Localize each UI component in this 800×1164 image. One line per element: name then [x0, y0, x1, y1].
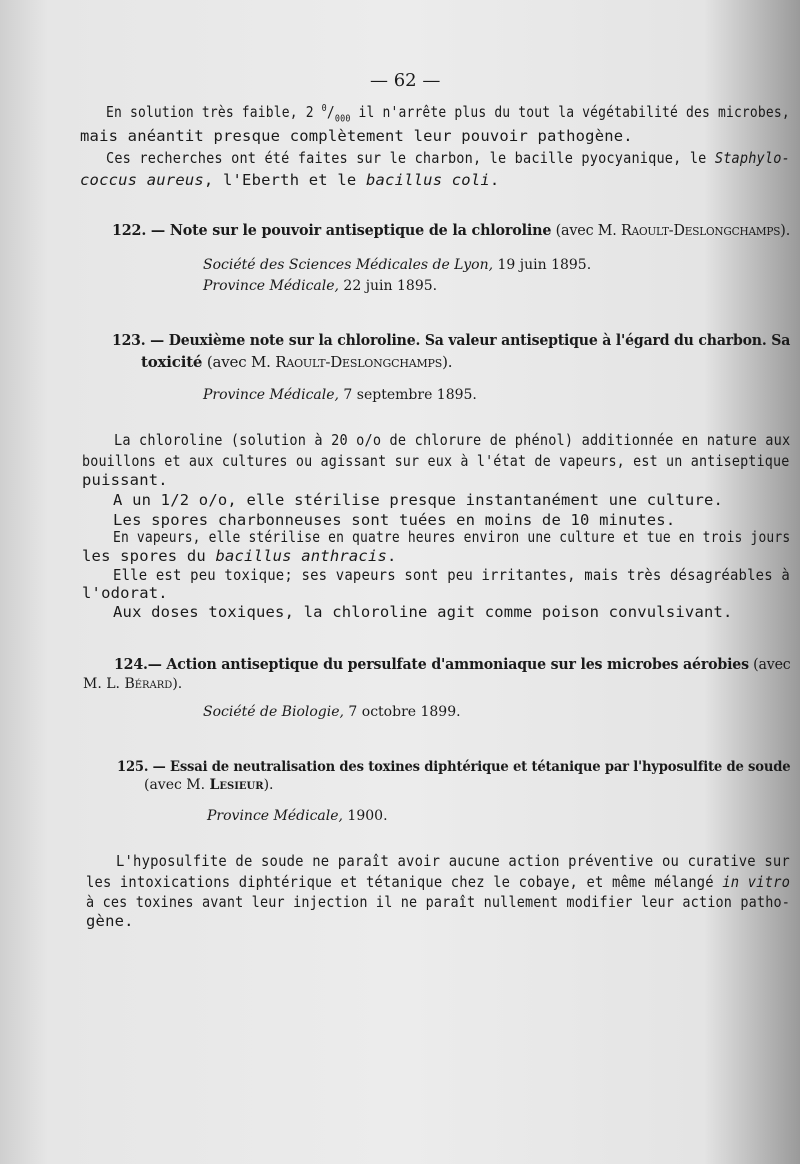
entry-125-heading-line-1: 125. — Essai de neutralisation des toxines diphtérique et tétanique par l'hyposulfite de soude [117, 759, 791, 775]
entry-123-text-4: A un 1/2 o/o, elle stérilise presque instantanément une culture. [113, 491, 724, 509]
intro-line-3: Ces recherches ont été faites sur le charbon, le bacille pyocyanique, le Staphylo- [106, 149, 790, 167]
page-number: — 62 — [370, 70, 441, 91]
entry-123-text-7: les spores du bacillus anthracis. [82, 547, 397, 565]
entry-125-text-4: gène. [86, 912, 134, 930]
intro-line-4: coccus aureus, l'Eberth et le bacillus coli. [80, 171, 500, 189]
entry-123-text-3: puissant. [82, 471, 168, 489]
entry-123-reference: Province Médicale, 7 septembre 1895. [203, 387, 477, 403]
entry-123-text-2: bouillons et aux cultures ou agissant sur eux à l'état de vapeurs, est un antiseptique [82, 452, 790, 470]
entry-123-text-5: Les spores charbonneuses sont tuées en moins de 10 minutes. [113, 511, 676, 529]
entry-125-text-3: à ces toxines avant leur injection il ne paraît nullement modifier leur action patho- [86, 893, 791, 911]
entry-125-heading-line-2: (avec M. Lesieur). [144, 777, 274, 793]
entry-124-heading-line-1: 124.— Action antiseptique du persulfate d'ammoniaque sur les microbes aérobies (avec [114, 656, 791, 673]
entry-125-reference: Province Médicale, 1900. [207, 808, 388, 824]
entry-123-text-9: l'odorat. [82, 584, 168, 602]
entry-123-text-8: Elle est peu toxique; ses vapeurs sont peu irritantes, mais très désagréables à [113, 566, 790, 584]
entry-122-reference-1: Société des Sciences Médicales de Lyon, 19 juin 1895. [203, 257, 592, 273]
entry-125-text-1: L'hyposulfite de soude ne paraît avoir aucune action préventive ou curative sur [116, 852, 790, 870]
entry-123-text-1: La chloroline (solution à 20 o/o de chlorure de phénol) additionnée en nature aux [114, 431, 791, 449]
entry-123-text-6: En vapeurs, elle stérilise en quatre heures environ une culture et tue en trois jours [113, 528, 791, 546]
entry-122-reference-2: Province Médicale, 22 juin 1895. [203, 278, 438, 294]
intro-line-1: En solution très faible, 2 $^0/_{000}$ il n'arrête plus du tout la végétabilité des microbes, [106, 103, 790, 125]
entry-123-heading-line-1: 123. — Deuxième note sur la chloroline. Sa valeur antiseptique à l'égard du charbon. Sa [112, 332, 791, 349]
entry-123-heading-line-2: toxicité (avec M. Raoult-Deslongchamps). [141, 353, 453, 371]
entry-122-heading: 122. — Note sur le pouvoir antiseptique de la chloroline (avec M. Raoult-Deslongchamps). [112, 221, 791, 239]
entry-124-reference: Société de Biologie, 7 octobre 1899. [203, 704, 461, 720]
intro-line-2: mais anéantit presque complètement leur pouvoir pathogène. [80, 127, 633, 145]
entry-125-text-2: les intoxications diphtérique et tétanique chez le cobaye, et même mélangé in vitro [86, 873, 791, 891]
entry-123-text-10: Aux doses toxiques, la chloroline agit comme poison convulsivant. [113, 603, 733, 621]
entry-124-heading-line-2: M. L. Bérard). [83, 676, 183, 692]
